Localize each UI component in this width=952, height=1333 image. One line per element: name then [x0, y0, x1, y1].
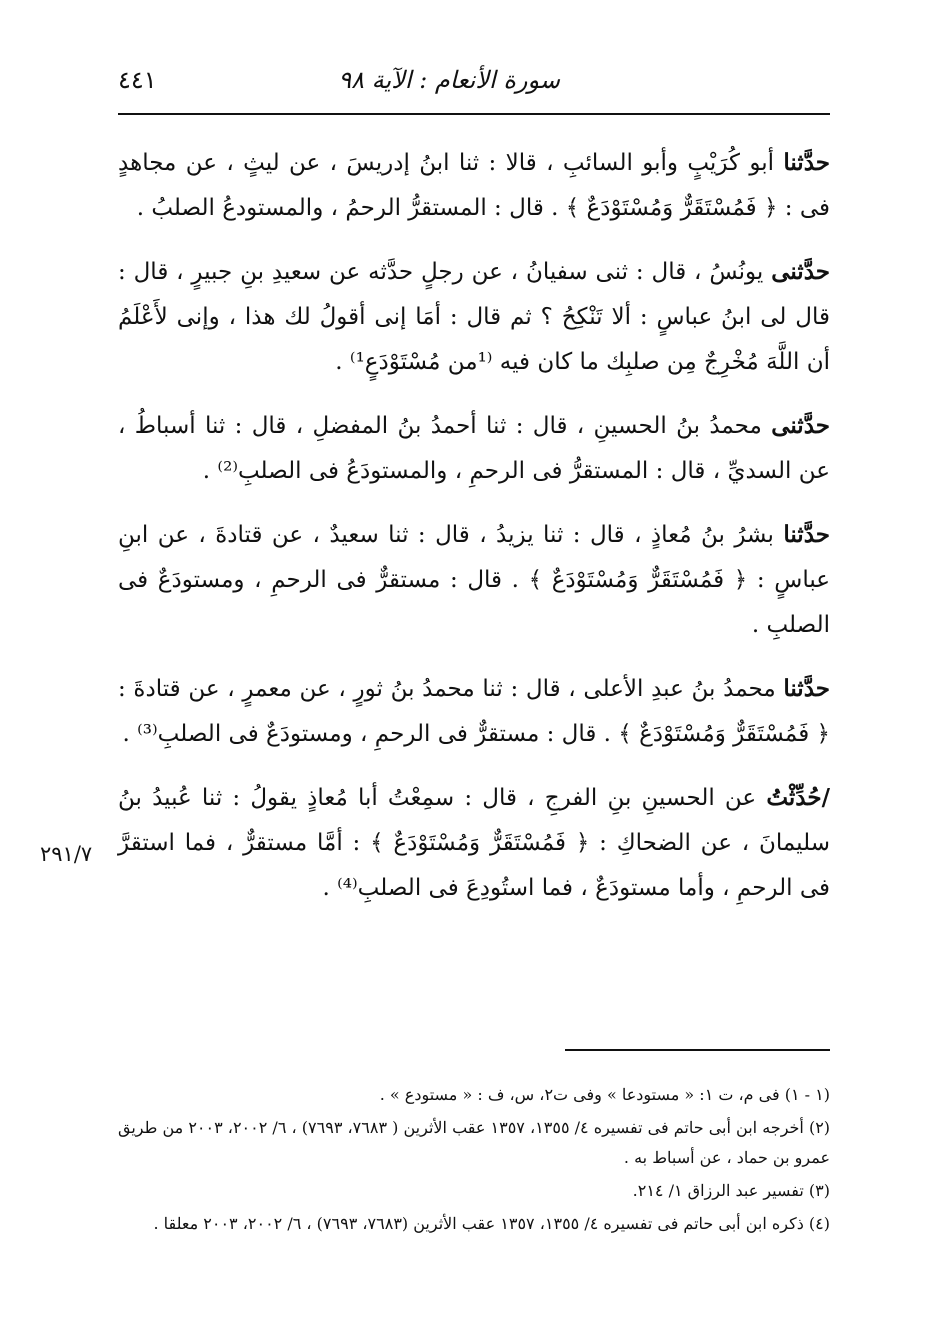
footnote-1: (١ - ١) فى م، ت ١: « مستودعا » وفى ت٢، س، ف : « مستودع » . — [379, 1085, 830, 1104]
running-title: سورة الأنعام : الآية ٩٨ — [338, 66, 560, 94]
paragraph-text: بشرُ بنُ مُعاذٍ ، قال : ثنا يزيدُ ، قال : ثنا سعيدٌ ، عن قتادةَ ، عن ابنِ عباسٍ : ﴿ فَمُسْتَقَرٌّ وَمُسْتَوْدَعٌ ﴾ . قال : مستقرٌّ فى الرحمِ ، ومستودَعٌ فى الصلبِ . — [118, 522, 830, 638]
paragraph-text: أبو كُرَيْبٍ وأبو السائبِ ، قالا : ثنا ابنُ إدريسَ ، عن ليثٍ ، عن مجاهدٍ فى : ﴿ فَمُسْتَقَرٌّ وَمُسْتَوْدَعٌ ﴾ . قال : المستقرُّ الرحمُ ، والمستودعُ الصلبُ . — [118, 150, 830, 221]
paragraph-2 — [118, 249, 830, 385]
paragraph-lead: حدَّثنى — [771, 412, 830, 439]
paragraph-lead: حدَّثنا — [783, 149, 830, 176]
paragraph-text: محمدُ بنُ الحسينِ ، قال : ثنا أحمدُ بنُ المفضلِ ، قال : ثنا أسباطُ ، عن السديِّ ، قال : المستقرُّ فى الرحمِ ، والمستودَعُ فى الصلبِ⁽²⁾ . — [118, 413, 830, 484]
footnote-rule — [565, 1049, 830, 1051]
main-text — [118, 140, 830, 929]
margin-reference: ٢٩١/٧ — [40, 842, 93, 866]
footnote-4: (٤) ذكره ابن أبى حاتم فى تفسيره ٤/ ١٣٥٥، ١٣٥٧ عقب الأثرين (٧٦٨٣، ٧٦٩٣) ، ٦/ ٢٠٠٢، ٢٠٠٣ معلقا . — [153, 1214, 830, 1233]
paragraph-3 — [118, 403, 830, 494]
footnotes — [118, 1080, 830, 1242]
header-rule — [118, 113, 830, 115]
paragraph-lead: /حُدِّثْتُ — [766, 784, 830, 811]
footnote-3: (٣) تفسير عبد الرزاق ١/ ٢١٤. — [632, 1181, 830, 1200]
paragraph-text: محمدُ بنُ عبدِ الأعلى ، قال : ثنا محمدُ بنُ ثورٍ ، عن معمرٍ ، عن قتادةَ : ﴿ فَمُسْتَقَرٌّ وَمُسْتَوْدَعٌ ﴾ . قال : مستقرٌّ فى الرحمِ ، ومستودَعٌ فى الصلبِ⁽³⁾ . — [118, 676, 830, 747]
paragraph-lead: حدَّثنى — [771, 258, 830, 285]
paragraph-lead: حدَّثنا — [783, 521, 830, 548]
paragraph-4 — [118, 512, 830, 648]
page-number: ٤٤١ — [118, 66, 157, 94]
paragraph-text: يونُسُ ، قال : ثنى سفيانُ ، عن رجلٍ حدَّثه عن سعيدِ بنِ جبيرٍ ، قال : قال لى ابنُ عباسٍ : ألا تَنْكِحُ ؟ ثم قال : أمَا إنى أقولُ لك هذا ، وإنى لأَعْلَمُ أن اللَّهَ مُخْرِجٌ مِن صلبِك ما كان فيه ⁽¹من مُسْتَوْدَعٍ¹⁾ . — [118, 259, 830, 375]
paragraph-lead: حدَّثنا — [783, 675, 830, 702]
page-header — [118, 62, 830, 102]
paragraph-6 — [118, 775, 830, 911]
paragraph-1 — [118, 140, 830, 231]
paragraph-text: عن الحسينِ بنِ الفرجِ ، قال : سمِعْتُ أبا مُعاذٍ يقولُ : ثنا عُبيدُ بنُ سليمانَ ، عن الضحاكِ : ﴿ فَمُسْتَقَرٌّ وَمُسْتَوْدَعٌ ﴾ : أمَّا مستقرٌّ ، فما استقرَّ فى الرحمِ ، وأما مستودَعٌ ، فما استُودِعَ فى الصلبِ⁽⁴⁾ . — [118, 785, 830, 901]
footnote-2: (٢) أخرجه ابن أبى حاتم فى تفسيره ٤/ ١٣٥٥، ١٣٥٧ عقب الأثرين ( ٧٦٨٣، ٧٦٩٣) ، ٦/ ٢٠٠٢، ٢٠٠٣ من طريق عمرو بن حماد ، عن أسباط به . — [118, 1118, 831, 1167]
paragraph-5 — [118, 666, 830, 757]
